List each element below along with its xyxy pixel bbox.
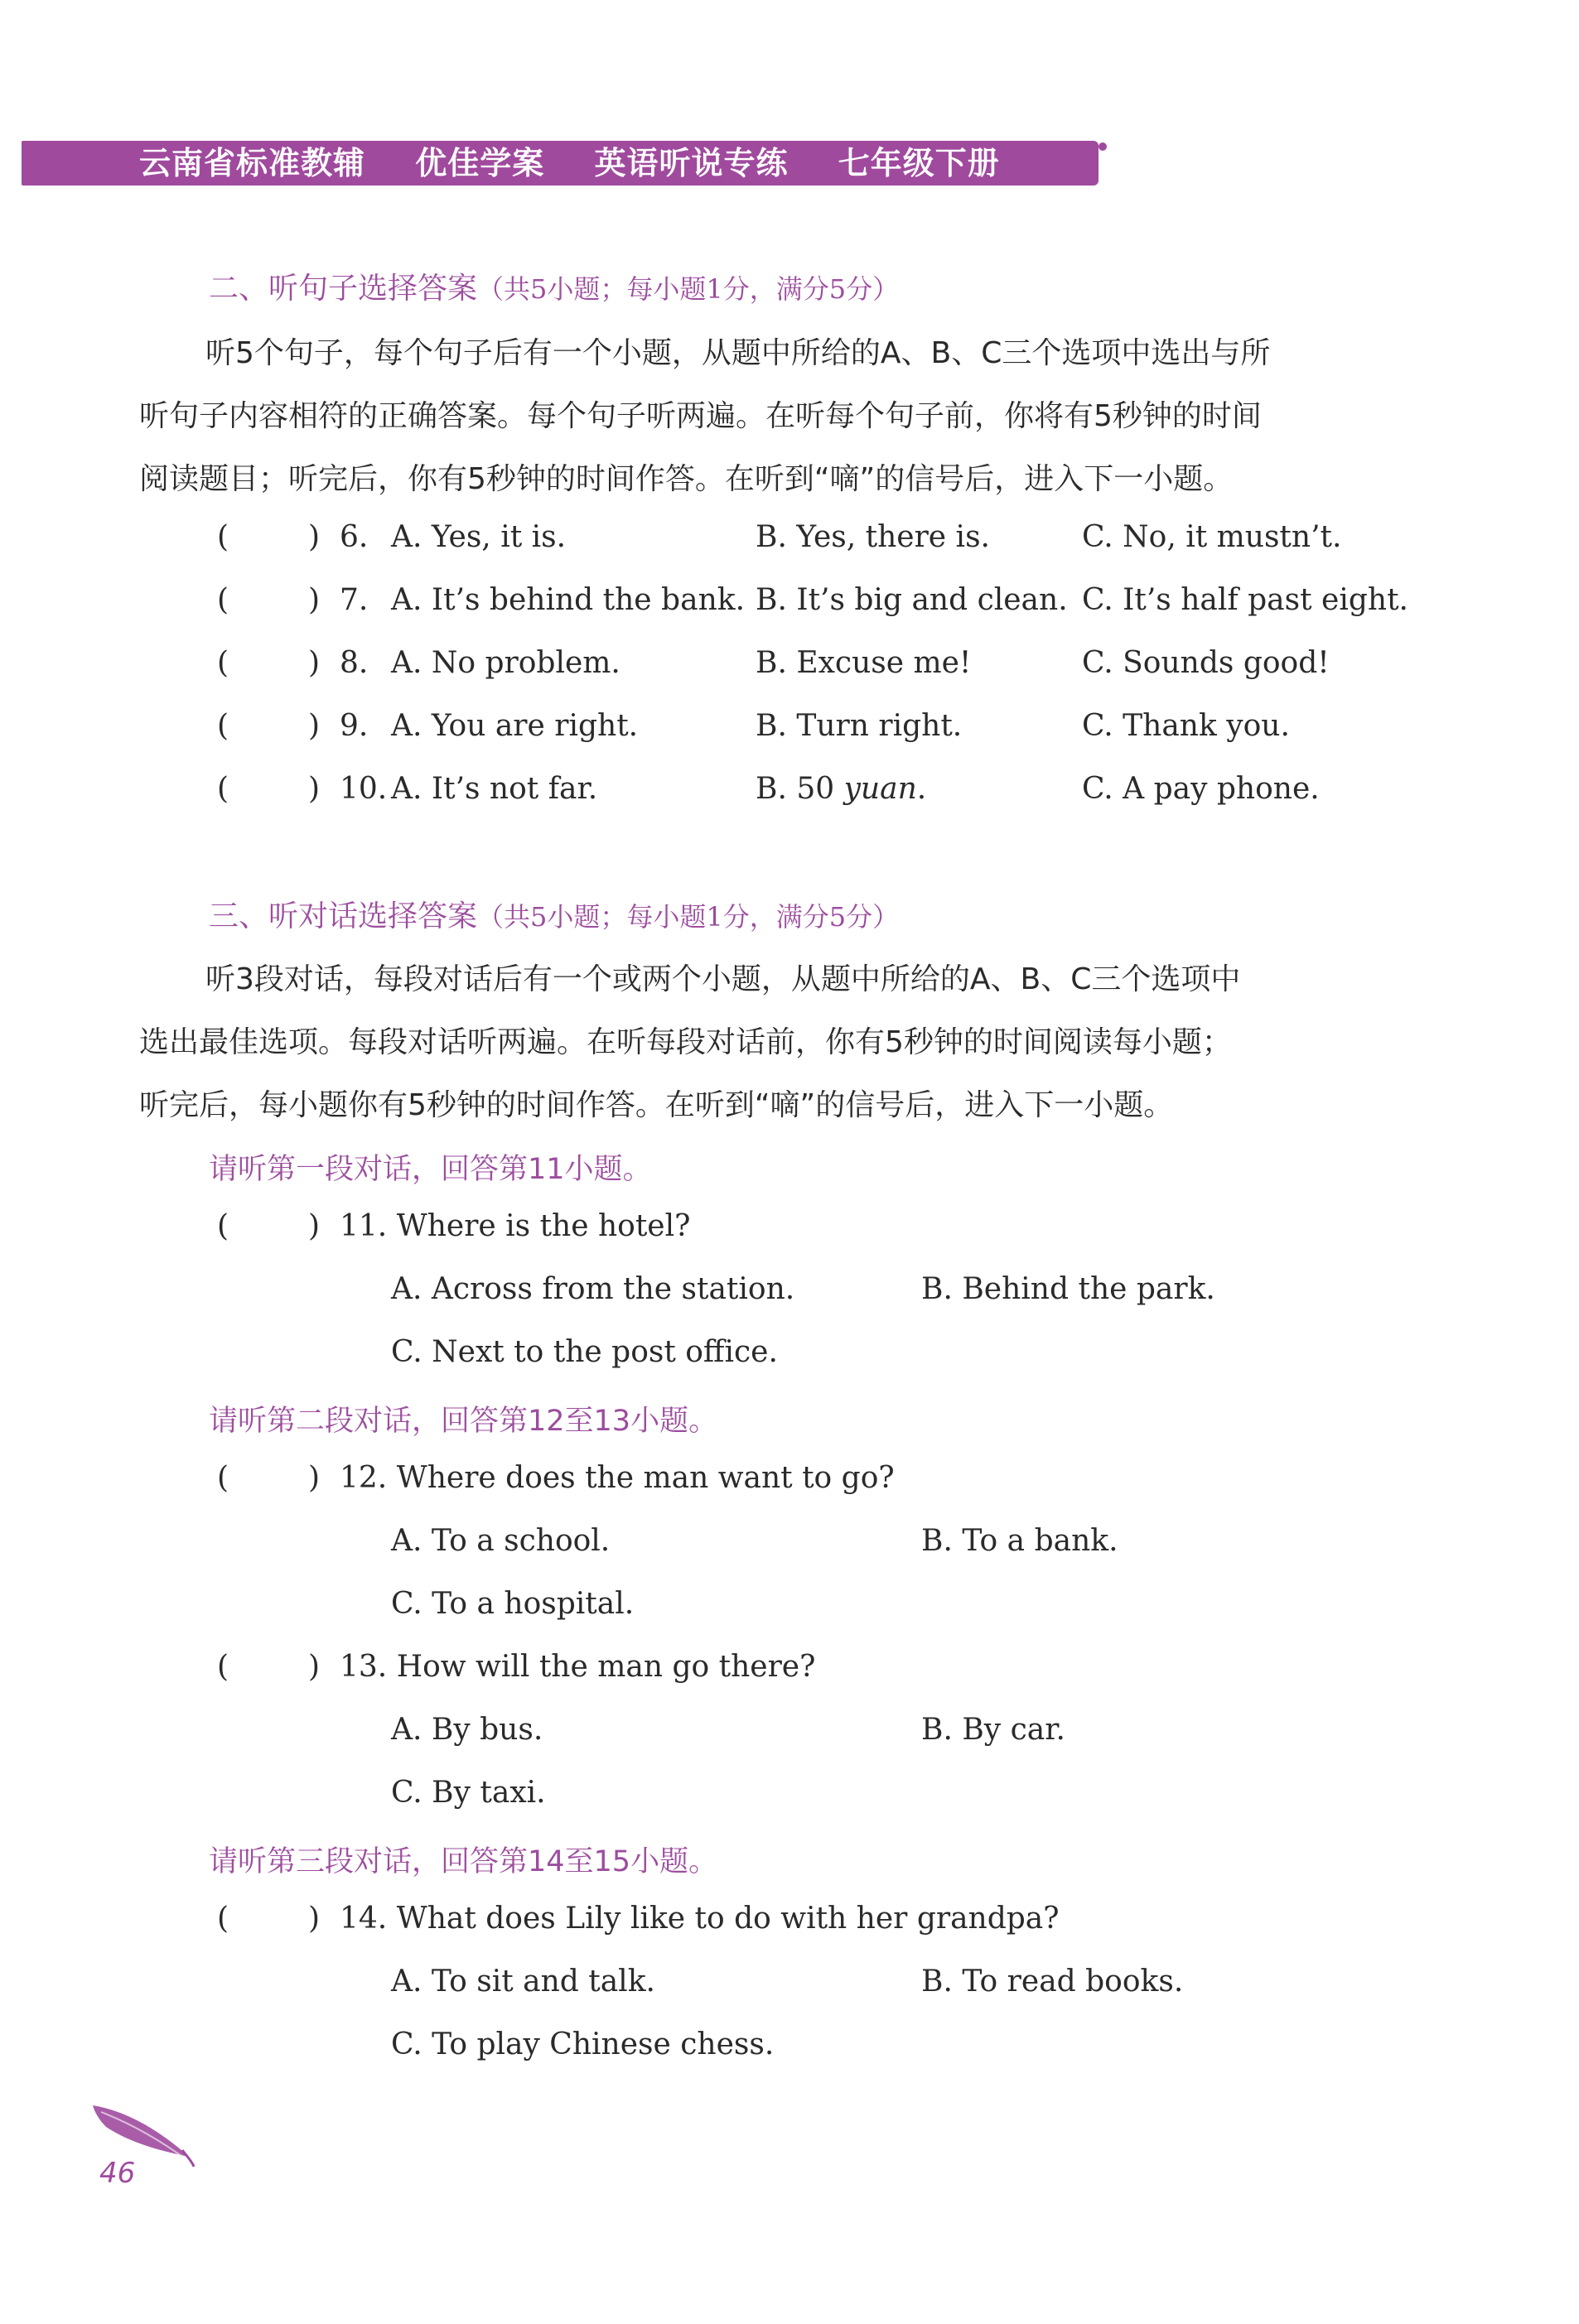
question-stem: 11. Where is the hotel? [340, 1209, 691, 1243]
answer-bracket[interactable]: ( ) [217, 1902, 321, 1936]
section2-instruction-line: 阅读题目；听完后，你有5秒钟的时间作答。在听到“嘀”的信号后，进入下一小题。 [139, 462, 1234, 496]
option-b: B. To a bank. [921, 1524, 1118, 1558]
question-row-10 [0, 772, 1579, 813]
question-number: 9. [340, 709, 369, 743]
option-c: C. By taxi. [391, 1776, 546, 1810]
section3-title [209, 893, 899, 935]
question-number: 8. [340, 646, 369, 680]
option-c: C. Thank you. [1082, 709, 1290, 743]
option-b: B. Excuse me! [756, 646, 972, 680]
option-b: B. Behind the park. [921, 1272, 1215, 1306]
answer-bracket[interactable]: ( ) [217, 1461, 321, 1495]
option-b-prefix: B. 50 [756, 772, 844, 806]
answer-bracket[interactable]: ( ) [217, 583, 321, 617]
question-row-9 [0, 709, 1579, 750]
section2-instruction-line: 听5个句子，每个句子后有一个小题，从题中所给的A、B、C三个选项中选出与所 [205, 336, 1271, 370]
option-a: A. Yes, it is. [391, 520, 567, 554]
section2-title [209, 265, 899, 307]
question-row-11 [0, 1209, 1579, 1251]
option-c: C. To play Chinese chess. [391, 2027, 775, 2061]
option-a: A. To a school. [391, 1524, 611, 1558]
section3-instruction-line: 选出最佳选项。每段对话听两遍。在听每段对话前，你有5秒钟的时间阅读每小题； [139, 1025, 1232, 1059]
answer-bracket[interactable]: ( ) [217, 1650, 321, 1684]
question-number: 7. [340, 583, 369, 617]
section3-instruction-line: 听完后，每小题你有5秒钟的时间作答。在听到“嘀”的信号后，进入下一小题。 [139, 1088, 1174, 1122]
question-row-7 [0, 583, 1579, 624]
question-stem: 14. What does Lily like to do with her grandpa? [340, 1902, 1060, 1936]
option-c: C. To a hospital. [391, 1587, 635, 1621]
section2-instruction-line: 听句子内容相符的正确答案。每个句子听两遍。在听每个句子前，你将有5秒钟的时间 [139, 399, 1262, 433]
header-grade: 七年级下册 [838, 145, 1000, 181]
header-series: 云南省标准教辅 [139, 145, 366, 181]
question-row-13 [0, 1650, 1579, 1691]
question-row-12 [0, 1461, 1579, 1502]
option-c: C. Next to the post office. [391, 1335, 778, 1369]
answer-bracket[interactable]: ( ) [217, 772, 321, 806]
question-stem: 12. Where does the man want to go? [340, 1461, 895, 1495]
section2-note: （共5小题；每小题1分，满分5分） [477, 273, 900, 305]
header-subject: 英语听说专练 [594, 145, 789, 181]
section2-title-text: 二、听句子选择答案 [209, 272, 478, 306]
question-number: 10. [340, 772, 388, 806]
section3-instruction-line: 听3段对话，每段对话后有一个或两个小题，从题中所给的A、B、C三个选项中 [205, 962, 1241, 996]
question-row-6 [0, 520, 1579, 562]
option-b: B. Turn right. [756, 709, 963, 743]
option-c: C. Sounds good! [1082, 646, 1330, 680]
option-c: C. It’s half past eight. [1082, 583, 1408, 617]
option-b-suffix: . [916, 772, 927, 806]
option-a: A. No problem. [391, 646, 620, 680]
answer-bracket[interactable]: ( ) [217, 1209, 321, 1243]
option-b: B. By car. [921, 1713, 1065, 1747]
option-a: A. You are right. [391, 709, 639, 743]
option-a: A. By bus. [391, 1713, 543, 1747]
option-a: A. Across from the station. [391, 1272, 795, 1306]
option-b: B. Yes, there is. [756, 520, 990, 554]
header-brand: 优佳学案 [415, 145, 545, 181]
banner-dot [1099, 142, 1107, 151]
page-number: 46 [99, 2157, 136, 2190]
question-row-8 [0, 646, 1579, 687]
question-stem: 13. How will the man go there? [340, 1650, 816, 1684]
option-b: B. To read books. [921, 1965, 1184, 1999]
option-a: A. To sit and talk. [391, 1965, 655, 1999]
option-c: C. No, it mustn’t. [1082, 520, 1342, 554]
dialogue-prompt-2: 请听第二段对话，回答第12至13小题。 [209, 1405, 718, 1438]
option-a: A. It’s behind the bank. [391, 583, 746, 617]
answer-bracket[interactable]: ( ) [217, 709, 321, 743]
dialogue-prompt-1: 请听第一段对话，回答第11小题。 [209, 1153, 652, 1186]
answer-bracket[interactable]: ( ) [217, 646, 321, 680]
dialogue-prompt-3: 请听第三段对话，回答第14至15小题。 [209, 1845, 718, 1878]
option-c: C. A pay phone. [1082, 772, 1320, 806]
question-number: 6. [340, 520, 369, 554]
option-b-italic: yuan [843, 772, 917, 806]
header-banner [22, 141, 1099, 186]
question-row-14 [0, 1902, 1579, 1943]
option-b [756, 772, 926, 806]
answer-bracket[interactable]: ( ) [217, 520, 321, 554]
option-b: B. It’s big and clean. [756, 583, 1068, 617]
option-a: A. It’s not far. [391, 772, 598, 806]
section3-title-text: 三、听对话选择答案 [209, 899, 478, 933]
section3-note: （共5小题；每小题1分，满分5分） [477, 901, 900, 933]
